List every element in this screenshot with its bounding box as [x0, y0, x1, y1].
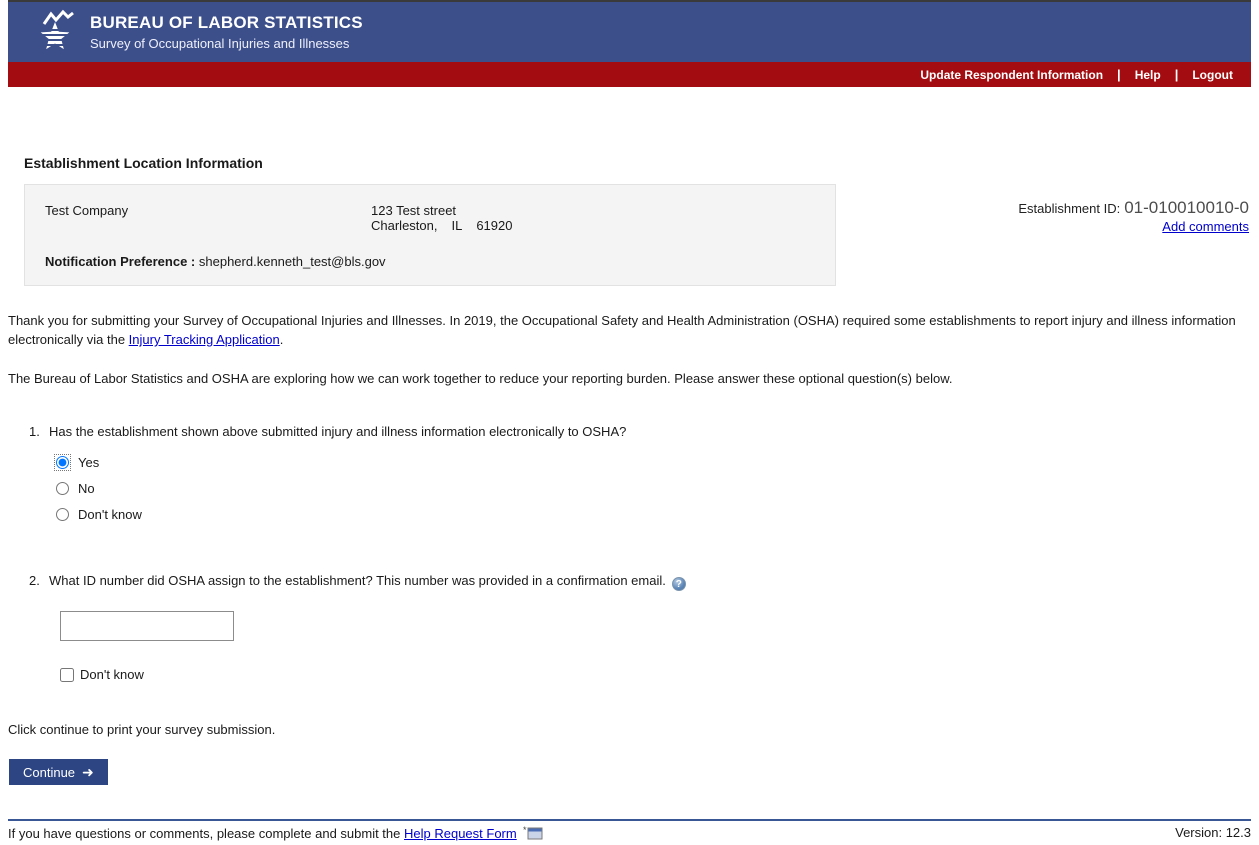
footer-text: If you have questions or comments, please complete and submit the [8, 826, 404, 841]
address-city: Charleston, [371, 218, 438, 233]
add-comments-link[interactable]: Add comments [1162, 219, 1249, 234]
new-window-icon [523, 828, 543, 843]
location-info-box [24, 184, 836, 286]
footer-help-text [8, 825, 543, 845]
notification-preference-label: Notification Preference : [45, 254, 196, 269]
help-tooltip-icon[interactable]: ? [672, 577, 686, 591]
establishment-id-block [1018, 199, 1249, 235]
nav-separator: | [1174, 67, 1179, 82]
intro-p1-period: . [279, 332, 284, 347]
question-1 [29, 424, 1251, 439]
intro-paragraph-2: The Bureau of Labor Statistics and OSHA are exploring how we can work together to reduce your reporting burden. Please answer these optional question(s) below. [8, 371, 953, 386]
radio-dont-know-label: Don't know [78, 506, 142, 522]
address-zip: 61920 [476, 218, 513, 233]
osha-id-input[interactable] [60, 611, 234, 641]
radio-yes-label: Yes [78, 454, 100, 470]
question-2-text-content: What ID number did OSHA assign to the establishment? This number was provided in a confirmation email. [49, 573, 666, 588]
intro-p1-text: Thank you for submitting your Survey of Occupational Injuries and Illnesses. In 2019, the Occupational Safety and Health Administration (OSHA) required some establishments to report injury and illness information electronically via the [8, 313, 1236, 347]
version-label: Version: 12.3 [1175, 825, 1251, 840]
footer [8, 819, 1251, 845]
page-title: Establishment Location Information [24, 155, 263, 171]
notification-preference-value: shepherd.kenneth_test@bls.gov [198, 254, 386, 269]
question-2 [29, 573, 1251, 591]
nav-update-respondent-link[interactable]: Update Respondent Information [920, 67, 1104, 82]
app-subtitle: Survey of Occupational Injuries and Illnesses [90, 35, 350, 51]
top-nav-bar [8, 62, 1251, 87]
masthead [8, 0, 1251, 62]
address-state: IL [451, 218, 463, 233]
radio-no-label: No [78, 480, 95, 496]
svg-text:*: * [523, 826, 527, 835]
bls-star-logo-icon [32, 9, 78, 58]
nav-separator: | [1117, 67, 1121, 82]
establishment-id-label: Establishment ID: [1018, 201, 1121, 216]
establishment-id-value: 01-010010010-0 [1124, 198, 1249, 217]
intro-paragraph-1 [8, 311, 1251, 349]
continue-button[interactable] [9, 759, 108, 785]
address-line1: 123 Test street [371, 203, 457, 218]
question-1-number: 1. [29, 424, 40, 439]
company-name: Test Company [45, 203, 129, 218]
arrow-right-icon: ➜ [82, 764, 94, 780]
dont-know-checkbox[interactable] [60, 668, 74, 682]
print-note: Click continue to print your survey submission. [8, 722, 276, 737]
radio-yes[interactable] [56, 456, 69, 469]
question-2-number: 2. [29, 573, 40, 588]
continue-button-label: Continue [23, 764, 76, 780]
question-1-options [56, 449, 1251, 527]
main-content [8, 155, 1251, 785]
nav-help-link[interactable]: Help [1134, 67, 1161, 82]
radio-option-no[interactable] [56, 475, 1251, 501]
nav-logout-link[interactable]: Logout [1192, 67, 1233, 82]
radio-dont-know[interactable] [56, 508, 69, 521]
dont-know-checkbox-row[interactable] [60, 667, 1251, 682]
company-address [371, 203, 512, 233]
question-1-text: Has the establishment shown above submitted injury and illness information electronically to OSHA? [49, 424, 627, 439]
radio-no[interactable] [56, 482, 69, 495]
radio-option-yes[interactable] [56, 449, 1251, 475]
question-2-text [49, 573, 686, 591]
dont-know-checkbox-label: Don't know [80, 667, 144, 682]
help-request-form-link[interactable]: Help Request Form [404, 826, 517, 841]
injury-tracking-application-link[interactable]: Injury Tracking Application [128, 332, 280, 347]
radio-option-dont-know[interactable] [56, 501, 1251, 527]
app-title: BUREAU OF LABOR STATISTICS [90, 12, 363, 32]
